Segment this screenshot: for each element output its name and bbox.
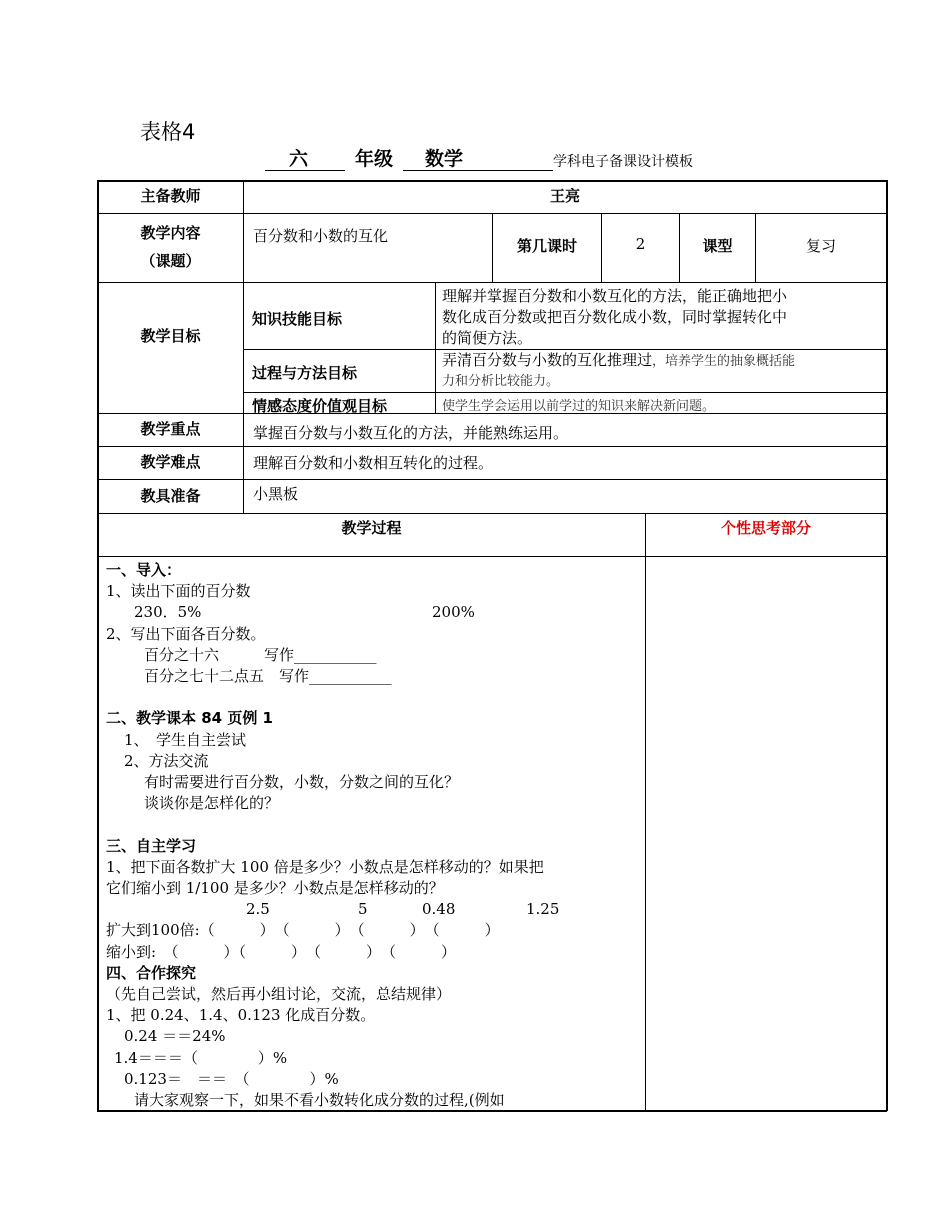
- process-line: 百分之十六 写作___________: [144, 645, 377, 664]
- content-label: [98, 219, 243, 275]
- subject-value: 数学: [403, 147, 553, 171]
- goal-process-text: [442, 350, 884, 392]
- goal-process-line2: 力和分析比较能力。: [442, 374, 560, 389]
- goal-process-line1-main: 弄清百分数与小数的互化推理过: [442, 351, 653, 369]
- lesson-label: 第几课时: [516, 237, 577, 255]
- title-tail: 学科电子备课设计模板: [553, 154, 693, 170]
- goal-knowledge-line: 理解并掌握百分数和小数互化的方法，能正确地把小: [442, 287, 788, 305]
- number-item: 0.48: [422, 900, 456, 919]
- number-item: 2.5: [246, 900, 270, 919]
- process-line: 请大家观察一下，如果不看小数转化成分数的过程,(例如: [134, 1091, 505, 1110]
- goals-label: 教学目标: [140, 327, 201, 345]
- lesson-value: 2: [635, 235, 646, 253]
- process-header: 教学过程: [341, 519, 402, 537]
- type-label: 课型: [702, 237, 733, 255]
- section-title: 一、导入：: [106, 561, 182, 579]
- goal-knowledge-line: 数化成百分数或把百分数化成小数，同时掌握转化中: [442, 308, 788, 326]
- grade-suffix: 年级: [354, 148, 393, 170]
- process-line: 1、 学生自主尝试: [124, 730, 247, 749]
- percent-item: 200%: [432, 603, 475, 622]
- process-line: （先自己尝试，然后再小组讨论，交流，总结规律）: [106, 985, 452, 1003]
- document-title: [265, 146, 693, 171]
- document-label: 表格4: [140, 120, 196, 144]
- teacher-value: 王亮: [549, 187, 580, 205]
- process-line: 谈谈你是怎样化的？: [144, 794, 280, 813]
- process-line: 1.4＝＝＝（ ）%: [114, 1048, 288, 1067]
- difficulty-value: 理解百分数和小数相互转化的过程。: [253, 454, 494, 472]
- process-line: 1、把下面各数扩大 100 倍是多少？小数点是怎样移动的？如果把: [106, 857, 544, 876]
- teacher-label: 主备教师: [140, 187, 201, 205]
- goal-emotion-label: 情感态度价值观目标: [252, 397, 388, 415]
- tools-label: 教具准备: [140, 487, 201, 505]
- tools-value: 小黑板: [253, 485, 299, 503]
- process-line: 1、把 0.24、1.4、0.123 化成百分数。: [106, 1006, 376, 1025]
- section-title: 四、合作探究: [106, 963, 197, 982]
- process-content: [106, 560, 641, 1111]
- content-label-line2: （课题）: [140, 252, 201, 270]
- thinking-header: 个性思考部分: [720, 519, 811, 537]
- difficulty-label: 教学难点: [140, 453, 201, 471]
- key-label: 教学重点: [140, 420, 201, 438]
- number-item: 1.25: [526, 900, 560, 919]
- process-line: 2、写出下面各百分数。: [106, 624, 266, 643]
- section-title: 三、自主学习: [106, 836, 197, 855]
- process-line: 1、读出下面的百分数: [106, 582, 251, 601]
- process-line: 0.123＝ ＝＝ （ ）%: [124, 1069, 339, 1088]
- process-line: 0.24 ＝＝24%: [124, 1027, 226, 1046]
- process-line: 扩大到100倍:（ ） （ ） （ ） （ ）: [106, 921, 500, 940]
- goal-knowledge-line: 的简便方法。: [442, 329, 533, 347]
- process-line: 它们缩小到 1/100 是多少？小数点是怎样移动的？: [106, 879, 444, 897]
- process-line: 有时需要进行百分数，小数，分数之间的互化？: [144, 773, 460, 791]
- process-line: 百分之七十二点五 写作___________: [144, 667, 392, 685]
- number-item: 5: [358, 900, 368, 919]
- key-value: 掌握百分数与小数互化的方法，并能熟练运用。: [253, 424, 569, 442]
- section-title: 二、教学课本 84 页例 1: [106, 709, 273, 728]
- type-value: 复习: [805, 237, 836, 255]
- process-line: 缩小到: （ ）（ ） （ ） （ ）: [106, 942, 457, 961]
- percent-item: 230．5%: [134, 603, 202, 622]
- content-value: 百分数和小数的互化: [253, 227, 389, 245]
- grade-value: 六: [265, 147, 345, 171]
- goal-knowledge-label: 知识技能目标: [252, 310, 343, 328]
- goal-knowledge-text: [442, 286, 884, 349]
- process-line: 2、方法交流: [124, 751, 209, 770]
- goal-process-line1-small: ，培养学生的抽象概括能: [652, 354, 796, 369]
- goal-process-label: 过程与方法目标: [252, 364, 358, 382]
- goal-emotion-text: 使学生学会运用以前学过的知识来解决新问题。: [442, 399, 716, 414]
- content-label-line1: 教学内容: [140, 224, 201, 242]
